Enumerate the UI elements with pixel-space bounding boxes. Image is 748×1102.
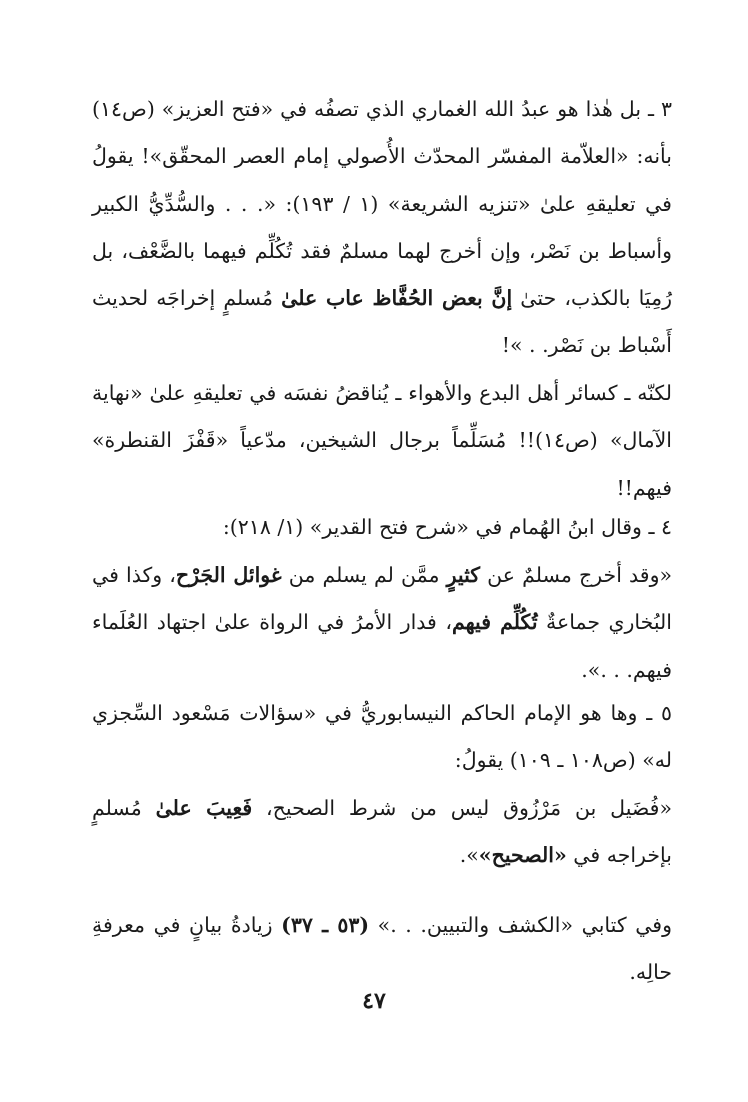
paragraph-6 [92,785,672,880]
paragraph-7-bold: (٥٣ ـ ٣٧) [281,913,370,937]
paragraph-3: ٤ ـ وقال ابنُ الهُمام في «شرح فتح القدير» (١/ ٢١٨): [222,515,672,539]
paragraph-1-text: ٣ ـ بل هٰذا هو عبدُ الله الغماري الذي تصفُه في «فتح العزيز» (ص١٤) بأنه: «العلاّمة المفسّر المحدّث الأُصولي إمام العصر المحقّق»! يقولُ في تعليقهِ علىٰ «تنزيه الشريعة» (١ / ١٩٣): «. . . والسُّدِّيُّ الكبير وأسباط بن نَصْر، وإن أخرج لهما مسلمٌ فقد تُكُلِّم فيهما بالضَّعْف، بل رُمِيَا بالكذب، حتىٰ [92,97,672,311]
paragraph-7-text-b: زيادةُ بيانٍ في معرفةِ حالِه. [92,913,672,985]
paragraph-1-end: مُسلمٍ إخراجَه لحديث أَسْباط بن نَصْر. . »! [92,286,672,358]
paragraph-4-text-d: ، فدار الأمرُ في الرواة علىٰ اجتهاد العُلَماء فيهم. . .». [92,610,672,682]
paragraph-6-text-b: مُسلمٍ بإخراجه في [92,796,672,868]
paragraph-5: ٥ ـ وها هو الإمام الحاكم النيسابوريُّ في «سؤالات مَسْعود السِّجزي له» (ص١٠٨ ـ ١٠٩) يقولُ: [92,701,672,773]
paragraph-7-text-a: وفي كتابي «الكشف والتبيين. . .» [369,913,672,937]
paragraph-6-bold-b: «الصحيح» [478,843,567,868]
paragraph-6-bold-a: فَعِيبَ علىٰ [155,796,253,820]
paragraph-4 [92,552,672,694]
paragraph-2: لكنّه ـ كسائر أهل البدع والأهواء ـ يُناقضُ نفسَه في تعليقهِ علىٰ «نهاية الآمال» (ص١٤)!! مُسَلِّماً برجال الشيخين، مدّعياً «قَفْزَ القنطرة» فيهم!! [92,381,672,500]
paragraph-6-text-a: «فُضَيل بن مَرْزُوق ليس من شرط الصحيح، [252,796,673,820]
paragraph-4-bold-a: كثيرٍ [446,563,481,587]
paragraph-6-text-c: ». [459,843,479,868]
paragraph-4-text-b: ممَّن لم يسلم من [281,563,447,587]
paragraph-7 [92,902,672,997]
page-number: ٤٧ [362,988,386,1014]
paragraph-1-bold: إنَّ بعض الحُفَّاظ عاب علىٰ [281,286,513,311]
paragraph-4-text-c: ، وكذا في البُخاري جماعةٌ [92,563,672,635]
paragraph-4-text-a: «وقد أخرج مسلمٌ عن [480,563,673,587]
paragraph-4-bold-b: غوائل الجَرْح [175,563,282,587]
paragraph-4-bold-c: تُكُلِّم فيهم [451,610,538,635]
paragraph-1 [92,86,672,370]
